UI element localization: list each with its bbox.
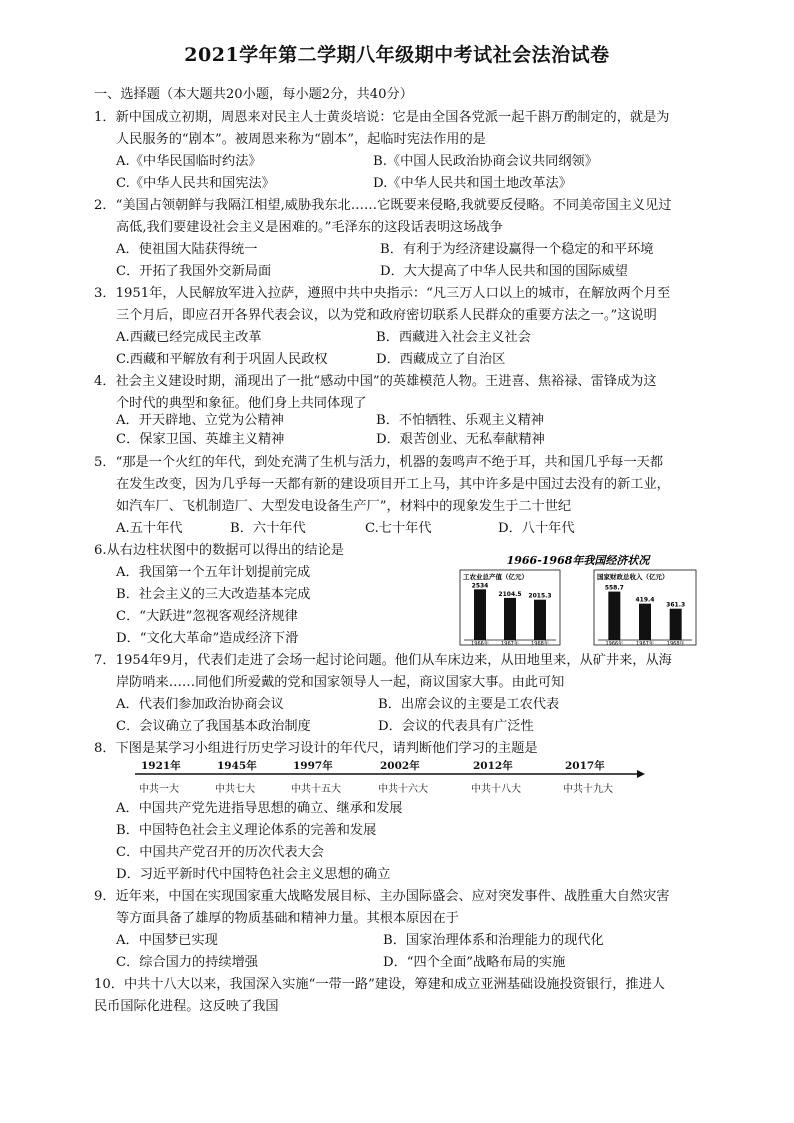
page-title: 2021学年第二学期八年级期中考试社会法治试卷 <box>184 44 610 66</box>
chart-data-label: 558.7 <box>604 584 624 592</box>
option-a[interactable]: A.西藏已经完成民主改革 <box>116 330 262 345</box>
option-b[interactable]: B．社会主义的三大改造基本完成 <box>116 587 311 602</box>
question-line: 三个月后，即应召开各界代表会议，以为党和政府密切联系人民群众的重要方法之一。”这说明 <box>116 308 657 323</box>
chart-title: 1966-1968年我国经济状况 <box>506 554 650 567</box>
timeline-event: 中共十六大 <box>378 784 428 795</box>
chart-tick-label: 1968年 <box>531 641 549 647</box>
option-b[interactable]: B.《中国人民政治协商会议共同纲领》 <box>373 154 598 169</box>
chart-bar <box>670 609 682 640</box>
option-c[interactable]: C.西藏和平解放有利于巩固人民政权 <box>116 352 328 367</box>
option-b[interactable]: B．中国特色社会主义理论体系的完善和发展 <box>116 823 377 838</box>
question-line: 7．1954年9月，代表们走进了会场一起讨论问题。他们从车床边来，从田地里来，从矿井来，从海 <box>94 653 672 668</box>
option-c[interactable]: C．会议确立了我国基本政治制度 <box>116 719 311 734</box>
question-line: 民币国际化进程。这反映了我国 <box>94 999 279 1014</box>
timeline-year: 2012年 <box>473 760 513 772</box>
timeline-year: 1921年 <box>141 760 181 772</box>
chart-bar <box>504 598 516 640</box>
chart-tick-label: 1967年 <box>501 641 519 647</box>
question-line: 2．“美国占领朝鲜与我隔江相望,威胁我东北……它既要来侵略,我就要反侵略。不同美帝国主义见过 <box>94 198 672 213</box>
question-line: 3．1951年，人民解放军进入拉萨，遵照中共中央指示：“凡三万人口以上的城市，在解放两个月至 <box>94 286 671 301</box>
timeline-event: 中共一大 <box>139 784 179 795</box>
chart-bar <box>639 604 651 640</box>
option-b[interactable]: B．六十年代 <box>230 521 306 536</box>
option-d[interactable]: D．“四个全面”战略布局的实施 <box>383 955 566 970</box>
option-a[interactable]: A．中国梦已实现 <box>116 933 218 948</box>
option-c[interactable]: C．开拓了我国外交新局面 <box>116 264 272 279</box>
chart-data-label: 361.3 <box>666 601 686 609</box>
chart-tick-label: 1968年 <box>666 641 685 647</box>
timeline-year: 1997年 <box>293 760 333 772</box>
chart-bar <box>474 589 486 640</box>
option-c[interactable]: C.七十年代 <box>365 521 432 536</box>
question-line: 9．近年来，中国在实现国家重大战略发展目标、主办国际盛会、应对突发事件、战胜重大自然灾害 <box>94 889 670 904</box>
question-line: 8．下图是某学习小组进行历史学习设计的年代尺，请判断他们学习的主题是 <box>94 741 538 756</box>
timeline-event: 中共七大 <box>215 784 255 795</box>
section-heading: 一、选择题（本大题共20小题，每小题2分，共40分） <box>94 87 413 102</box>
economy-bar-chart <box>458 552 698 647</box>
question-line: 4．社会主义建设时期，涌现出了一批“感动中国”的英雄模范人物。王进喜、焦裕禄、雷锋成为这 <box>94 374 657 389</box>
option-b[interactable]: B．出席会议的主要是工农代表 <box>378 697 560 712</box>
option-d[interactable]: D．艰苦创业、无私奉献精神 <box>376 432 545 447</box>
option-d[interactable]: D．会议的代表具有广泛性 <box>378 719 534 734</box>
chart-bar <box>534 600 546 640</box>
question-line: 10．中共十八大以来，我国深入实施“一带一路”建设，筹建和成立亚洲基础设施投资银行，推进人 <box>94 977 665 992</box>
option-a[interactable]: A．代表们参加政治协商会议 <box>116 697 284 712</box>
option-c[interactable]: C．综合国力的持续增强 <box>116 955 258 970</box>
option-c[interactable]: C．中国共产党召开的历次代表大会 <box>116 845 324 860</box>
option-b[interactable]: B．不怕牺牲、乐观主义精神 <box>376 413 544 428</box>
question-line: 等方面具备了雄厚的物质基础和精神力量。其根本原因在于 <box>116 911 459 926</box>
chart-tick-label: 1967年 <box>636 641 654 647</box>
option-b[interactable]: B．有利于为经济建设赢得一个稳定的和平环境 <box>380 242 654 257</box>
option-c[interactable]: C．“大跃进”忽视客观经济规律 <box>116 609 298 624</box>
chart-panel-label: 工农业总产值（亿元） <box>463 573 528 581</box>
option-d[interactable]: D．大大提高了中华人民共和国的国际威望 <box>380 264 628 279</box>
question-line: 在发生改变，因为几乎每一天都有新的建设项目开工上马，其中许多是中国过去没有的新工业， <box>116 477 670 492</box>
chart-data-label: 2104.5 <box>498 590 522 598</box>
question-line: 1．新中国成立初期，周恩来对民主人士黄炎培说：它是由全国各党派一起千斟万酌制定的，就是为 <box>94 110 670 125</box>
question-line: 人民服务的“剧本”。被周恩来称为“剧本”，起临时宪法作用的是 <box>116 132 486 147</box>
timeline-event: 中共十五大 <box>291 784 341 795</box>
option-d[interactable]: D.《中华人民共和国土地改革法》 <box>373 176 572 191</box>
question-line: 如汽车厂、飞机制造厂、大型发电设备生产厂”，材料中的现象发生于二十世纪 <box>116 499 572 514</box>
option-d[interactable]: D．习近平新时代中国特色社会主义思想的确立 <box>116 867 391 882</box>
question-line: 6.从右边柱状图中的数据可以得出的结论是 <box>94 543 344 558</box>
option-c[interactable]: C．保家卫国、英雄主义精神 <box>116 432 285 447</box>
option-a[interactable]: A．中国共产党先进指导思想的确立、继承和发展 <box>116 801 403 816</box>
option-d[interactable]: D．西藏成立了自治区 <box>376 352 506 367</box>
question-line: 个时代的典型和象征。他们身上共同体现了 <box>116 396 367 411</box>
option-a[interactable]: A.《中华民国临时约法》 <box>116 154 262 169</box>
chart-data-label: 2015.3 <box>528 592 552 600</box>
timeline <box>125 758 645 798</box>
option-d[interactable]: D．“文化大革命”造成经济下滑 <box>116 631 299 646</box>
option-a[interactable]: A．开天辟地、立党为公精神 <box>116 413 284 428</box>
chart-tick-label: 1966年 <box>471 641 489 647</box>
question-line: 高低,我们要建设社会主义是困难的。”毛泽东的这段话表明这场战争 <box>116 220 503 235</box>
option-c[interactable]: C.《中华人民共和国宪法》 <box>116 176 275 191</box>
chart-panel-label: 国家财政总收入（亿元） <box>597 573 669 581</box>
question-line: 岸防哨来……同他们所爱戴的党和国家领导人一起，商议国家大事。由此可知 <box>116 675 565 690</box>
option-a[interactable]: A.五十年代 <box>116 521 183 536</box>
option-b[interactable]: B．西藏进入社会主义社会 <box>376 330 531 345</box>
option-b[interactable]: B．国家治理体系和治理能力的现代化 <box>383 933 604 948</box>
timeline-year: 2002年 <box>380 760 420 772</box>
option-a[interactable]: A．我国第一个五年计划提前完成 <box>116 565 311 580</box>
chart-data-label: 2534 <box>471 582 489 590</box>
question-line: 5．“那是一个火红的年代，到处充满了生机与活力，机器的轰鸣声不绝于耳，共和国几乎每一天都 <box>94 455 664 470</box>
timeline-event: 中共十九大 <box>563 784 613 795</box>
chart-bar <box>608 592 620 640</box>
option-d[interactable]: D．八十年代 <box>498 521 575 536</box>
timeline-year: 1945年 <box>217 760 257 772</box>
timeline-event: 中共十八大 <box>471 784 521 795</box>
option-a[interactable]: A．使祖国大陆获得统一 <box>116 242 258 257</box>
timeline-year: 2017年 <box>565 760 605 772</box>
chart-tick-label: 1966年 <box>605 641 624 647</box>
chart-data-label: 419.4 <box>635 596 655 604</box>
